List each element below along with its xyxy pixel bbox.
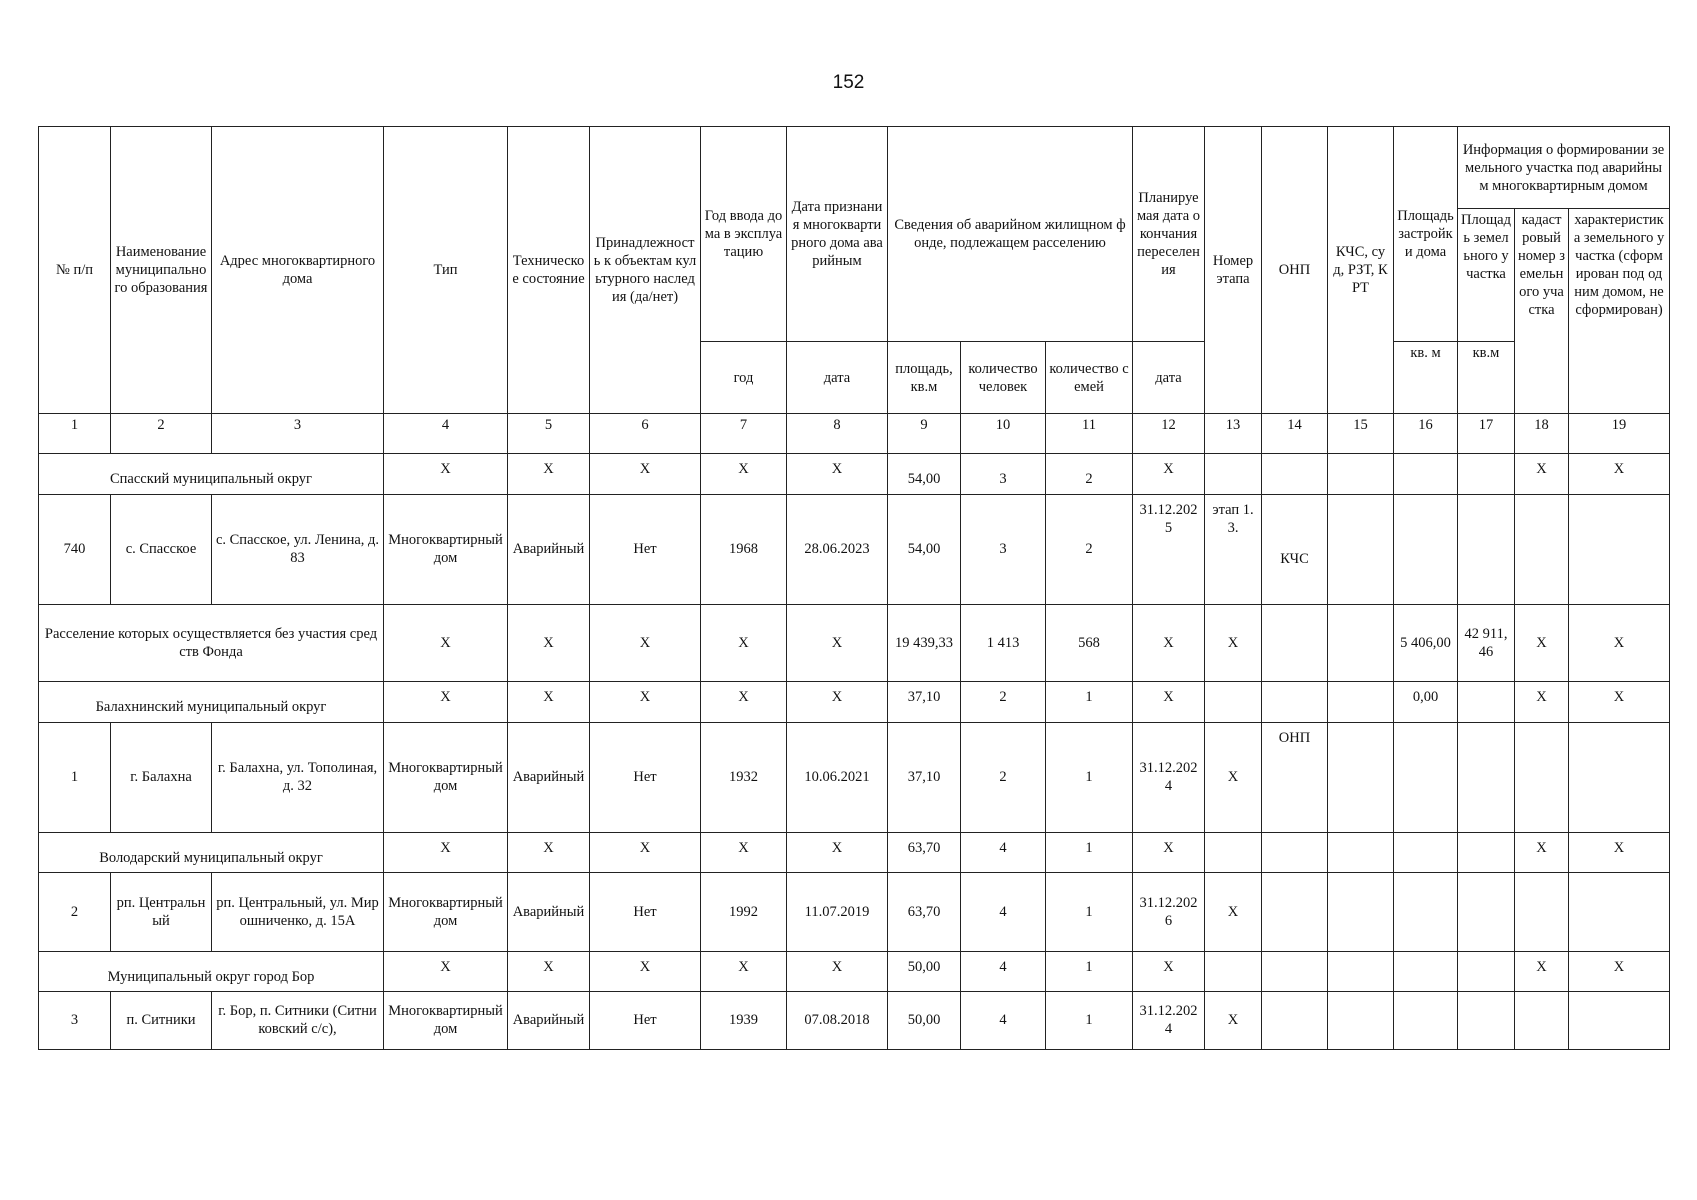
col-header-heritage: Принадлежность к объектам культурного наследия (да/нет)	[590, 127, 701, 414]
table-cell: X	[701, 833, 787, 873]
col-number: 12	[1133, 414, 1205, 454]
table-cell: 1	[1046, 722, 1133, 832]
emergency-housing-table	[38, 126, 1670, 1050]
section-row-volodarsky	[39, 833, 1670, 873]
table-cell: X	[590, 454, 701, 494]
table-cell	[1458, 873, 1515, 951]
table-cell	[1328, 454, 1394, 494]
table-cell: Нет	[590, 722, 701, 832]
unit-families: количество семей	[1046, 341, 1133, 413]
table-cell: X	[1205, 605, 1262, 682]
col-header-num: № п/п	[39, 127, 111, 414]
table-cell	[1328, 991, 1394, 1049]
table-cell: X	[508, 951, 590, 991]
table-cell: X	[787, 682, 888, 722]
col-number: 14	[1262, 414, 1328, 454]
section-row-no-fund	[39, 605, 1670, 682]
col-header-building-area: Площадь застройки дома	[1394, 127, 1458, 342]
table-row	[39, 991, 1670, 1049]
table-cell	[1328, 833, 1394, 873]
table-cell	[1458, 454, 1515, 494]
table-cell: X	[590, 833, 701, 873]
table-cell: 1939	[701, 991, 787, 1049]
table-cell: X	[787, 605, 888, 682]
table-cell	[1515, 722, 1569, 832]
table-cell: 4	[961, 951, 1046, 991]
table-cell: 2	[1046, 494, 1133, 604]
table-cell: 31.12.2024	[1133, 722, 1205, 832]
table-cell: X	[1133, 682, 1205, 722]
table-cell: 3	[961, 454, 1046, 494]
col-header-land-character: характеристика земельного участка (сформирован под одним домом, не сформирован)	[1569, 209, 1670, 414]
table-cell: X	[1133, 833, 1205, 873]
table-cell: с. Спасское, ул. Ленина, д. 83	[212, 494, 384, 604]
table-cell: 2	[961, 722, 1046, 832]
col-number: 17	[1458, 414, 1515, 454]
table-cell	[1394, 833, 1458, 873]
table-cell: X	[701, 951, 787, 991]
table-cell: г. Балахна	[111, 722, 212, 832]
col-header-land-area: Площадь земельного участка	[1458, 209, 1515, 342]
table-cell	[1205, 833, 1262, 873]
table-cell: Многоквартирный дом	[384, 873, 508, 951]
table-cell	[1569, 494, 1670, 604]
table-cell: 3	[39, 991, 111, 1049]
table-cell: 1	[1046, 951, 1133, 991]
table-cell	[1328, 951, 1394, 991]
table-cell	[1458, 951, 1515, 991]
table-cell: Многоквартирный дом	[384, 722, 508, 832]
table-cell: X	[1569, 951, 1670, 991]
table-cell: X	[590, 682, 701, 722]
table-cell: X	[1205, 722, 1262, 832]
unit-planned-date: дата	[1133, 341, 1205, 413]
col-header-onp: ОНП	[1262, 127, 1328, 414]
table-cell: г. Балахна, ул. Тополиная, д. 32	[212, 722, 384, 832]
table-cell: ОНП	[1262, 722, 1328, 832]
table-cell: с. Спасское	[111, 494, 212, 604]
table-cell	[1569, 991, 1670, 1049]
table-cell: X	[787, 833, 888, 873]
col-header-address: Адрес многоквартирного дома	[212, 127, 384, 414]
unit-date: дата	[787, 341, 888, 413]
table-cell	[1328, 605, 1394, 682]
table-cell: 3	[961, 494, 1046, 604]
table-cell: X	[1515, 833, 1569, 873]
table-cell: 37,10	[888, 682, 961, 722]
table-cell: X	[1133, 951, 1205, 991]
table-cell	[1262, 682, 1328, 722]
table-cell: этап 1.3.	[1205, 494, 1262, 604]
table-cell	[1394, 951, 1458, 991]
table-cell: Аварийный	[508, 873, 590, 951]
table-cell: X	[1569, 605, 1670, 682]
section-row-spassky	[39, 454, 1670, 494]
table-cell: 37,10	[888, 722, 961, 832]
table-row	[39, 873, 1670, 951]
table-cell: X	[1515, 454, 1569, 494]
table-cell: 1 413	[961, 605, 1046, 682]
col-header-condition: Техническое состояние	[508, 127, 590, 414]
table-cell	[1328, 873, 1394, 951]
table-cell	[1262, 454, 1328, 494]
col-header-land-info: Информация о формировании земельного участка под аварийным многоквартирным домом	[1458, 127, 1670, 209]
table-cell: 740	[39, 494, 111, 604]
unit-area: площадь, кв.м	[888, 341, 961, 413]
col-number: 8	[787, 414, 888, 454]
table-cell: X	[701, 454, 787, 494]
table-cell: КЧС	[1262, 494, 1328, 604]
unit-year: год	[701, 341, 787, 413]
table-cell: X	[701, 605, 787, 682]
col-number: 11	[1046, 414, 1133, 454]
table-cell: 54,00	[888, 494, 961, 604]
table-cell: 1	[1046, 682, 1133, 722]
table-cell: Нет	[590, 991, 701, 1049]
table-cell	[1515, 991, 1569, 1049]
table-cell: 1932	[701, 722, 787, 832]
table-cell: X	[1569, 833, 1670, 873]
table-cell: 1	[39, 722, 111, 832]
table-cell: 07.08.2018	[787, 991, 888, 1049]
table-cell: X	[1515, 682, 1569, 722]
table-cell: рп. Центральный	[111, 873, 212, 951]
table-row	[39, 722, 1670, 832]
table-cell	[1394, 454, 1458, 494]
table-cell: 2	[39, 873, 111, 951]
table-cell: Аварийный	[508, 991, 590, 1049]
table-cell	[1328, 494, 1394, 604]
section-row-bor	[39, 951, 1670, 991]
table-cell	[1569, 722, 1670, 832]
column-numbers-row	[39, 414, 1670, 454]
col-header-municipality: Наименование муниципального образования	[111, 127, 212, 414]
table-cell: 4	[961, 833, 1046, 873]
table-cell: рп. Центральный, ул. Мирошниченко, д. 15А	[212, 873, 384, 951]
col-header-year: Год ввода дома в эксплуатацию	[701, 127, 787, 342]
col-number: 2	[111, 414, 212, 454]
col-number: 1	[39, 414, 111, 454]
table-cell: X	[1205, 873, 1262, 951]
table-cell: X	[1569, 454, 1670, 494]
table-cell: 2	[961, 682, 1046, 722]
table-cell: 0,00	[1394, 682, 1458, 722]
table-cell: 11.07.2019	[787, 873, 888, 951]
table-cell: г. Бор, п. Ситники (Ситниковский с/с),	[212, 991, 384, 1049]
table-cell: 1968	[701, 494, 787, 604]
table-cell: 2	[1046, 454, 1133, 494]
table-cell	[1262, 951, 1328, 991]
table-cell	[1262, 833, 1328, 873]
table-cell	[1394, 494, 1458, 604]
table-cell	[1394, 873, 1458, 951]
section-label: Муниципальный округ город Бор	[39, 951, 384, 991]
section-label: Расселение которых осуществляется без участия средств Фонда	[39, 605, 384, 682]
table-cell	[1458, 494, 1515, 604]
table-cell: X	[590, 605, 701, 682]
table-cell: 10.06.2021	[787, 722, 888, 832]
table-cell: X	[1569, 682, 1670, 722]
table-cell	[1262, 605, 1328, 682]
col-header-planned-date: Планируемая дата окончания переселения	[1133, 127, 1205, 342]
col-header-type: Тип	[384, 127, 508, 414]
table-cell: 568	[1046, 605, 1133, 682]
table-cell: 42 911,46	[1458, 605, 1515, 682]
table-cell: X	[508, 605, 590, 682]
col-number: 4	[384, 414, 508, 454]
unit-people: количество человек	[961, 341, 1046, 413]
table-cell	[1394, 991, 1458, 1049]
table-cell: X	[787, 951, 888, 991]
col-number: 15	[1328, 414, 1394, 454]
table-cell: X	[1515, 605, 1569, 682]
unit-land-area: кв.м	[1458, 341, 1515, 413]
table-cell: 5 406,00	[1394, 605, 1458, 682]
table-cell: 4	[961, 991, 1046, 1049]
table-cell: Нет	[590, 873, 701, 951]
table-cell: X	[1515, 951, 1569, 991]
table-cell	[1328, 682, 1394, 722]
col-header-housing-info: Сведения об аварийном жилищном фонде, подлежащем расселению	[888, 127, 1133, 342]
table-cell	[1394, 722, 1458, 832]
table-cell: X	[590, 951, 701, 991]
table-cell: X	[384, 454, 508, 494]
table-cell: 31.12.2026	[1133, 873, 1205, 951]
section-label: Спасский муниципальный округ	[39, 454, 384, 494]
table-cell	[1458, 682, 1515, 722]
col-number: 16	[1394, 414, 1458, 454]
table-cell: X	[508, 454, 590, 494]
col-number: 7	[701, 414, 787, 454]
table-cell: X	[508, 833, 590, 873]
col-number: 19	[1569, 414, 1670, 454]
table-cell: 1	[1046, 991, 1133, 1049]
page-number: 152	[832, 72, 865, 93]
table-cell	[1515, 494, 1569, 604]
table-cell: Аварийный	[508, 722, 590, 832]
table-cell: 19 439,33	[888, 605, 961, 682]
table-cell: X	[384, 951, 508, 991]
col-header-kchs: КЧС, суд, РЗТ, КРТ	[1328, 127, 1394, 414]
header-row-1	[39, 127, 1670, 209]
table-cell	[1515, 873, 1569, 951]
section-row-balakhna	[39, 682, 1670, 722]
table-cell	[1328, 722, 1394, 832]
table-cell: X	[701, 682, 787, 722]
table-cell: Многоквартирный дом	[384, 991, 508, 1049]
table-cell: 1	[1046, 873, 1133, 951]
table-cell	[1205, 682, 1262, 722]
table-cell: X	[1133, 454, 1205, 494]
section-label: Володарский муниципальный округ	[39, 833, 384, 873]
table-cell: X	[1205, 991, 1262, 1049]
col-header-stage: Номер этапа	[1205, 127, 1262, 414]
table-cell: X	[787, 454, 888, 494]
col-number: 10	[961, 414, 1046, 454]
table-cell: Многоквартирный дом	[384, 494, 508, 604]
table-cell: X	[1133, 605, 1205, 682]
table-cell	[1205, 454, 1262, 494]
table-cell: X	[384, 682, 508, 722]
table-cell: 31.12.2024	[1133, 991, 1205, 1049]
col-header-recognition-date: Дата признания многоквартирного дома аварийным	[787, 127, 888, 342]
table-cell: 1	[1046, 833, 1133, 873]
table-cell	[1262, 873, 1328, 951]
table-cell: 63,70	[888, 873, 961, 951]
table-cell	[1205, 951, 1262, 991]
table-cell	[1458, 722, 1515, 832]
table-cell: 50,00	[888, 991, 961, 1049]
section-label: Балахнинский муниципальный округ	[39, 682, 384, 722]
col-header-cadastral: кадастровый номер земельного участка	[1515, 209, 1569, 414]
table-cell: 50,00	[888, 951, 961, 991]
table-cell: Аварийный	[508, 494, 590, 604]
table-cell: 1992	[701, 873, 787, 951]
table-cell: 31.12.2025	[1133, 494, 1205, 604]
unit-building-area: кв. м	[1394, 341, 1458, 413]
table-cell: Нет	[590, 494, 701, 604]
table-cell: 28.06.2023	[787, 494, 888, 604]
col-number: 3	[212, 414, 384, 454]
table-cell: 63,70	[888, 833, 961, 873]
table-cell: 54,00	[888, 454, 961, 494]
col-number: 9	[888, 414, 961, 454]
col-number: 5	[508, 414, 590, 454]
table-cell: X	[384, 605, 508, 682]
table-cell	[1262, 991, 1328, 1049]
table-row	[39, 494, 1670, 604]
table-cell	[1458, 833, 1515, 873]
table-cell: п. Ситники	[111, 991, 212, 1049]
col-number: 6	[590, 414, 701, 454]
table-cell: X	[508, 682, 590, 722]
col-number: 18	[1515, 414, 1569, 454]
col-number: 13	[1205, 414, 1262, 454]
table-cell: X	[384, 833, 508, 873]
table-cell	[1569, 873, 1670, 951]
table-cell: 4	[961, 873, 1046, 951]
table-cell	[1458, 991, 1515, 1049]
